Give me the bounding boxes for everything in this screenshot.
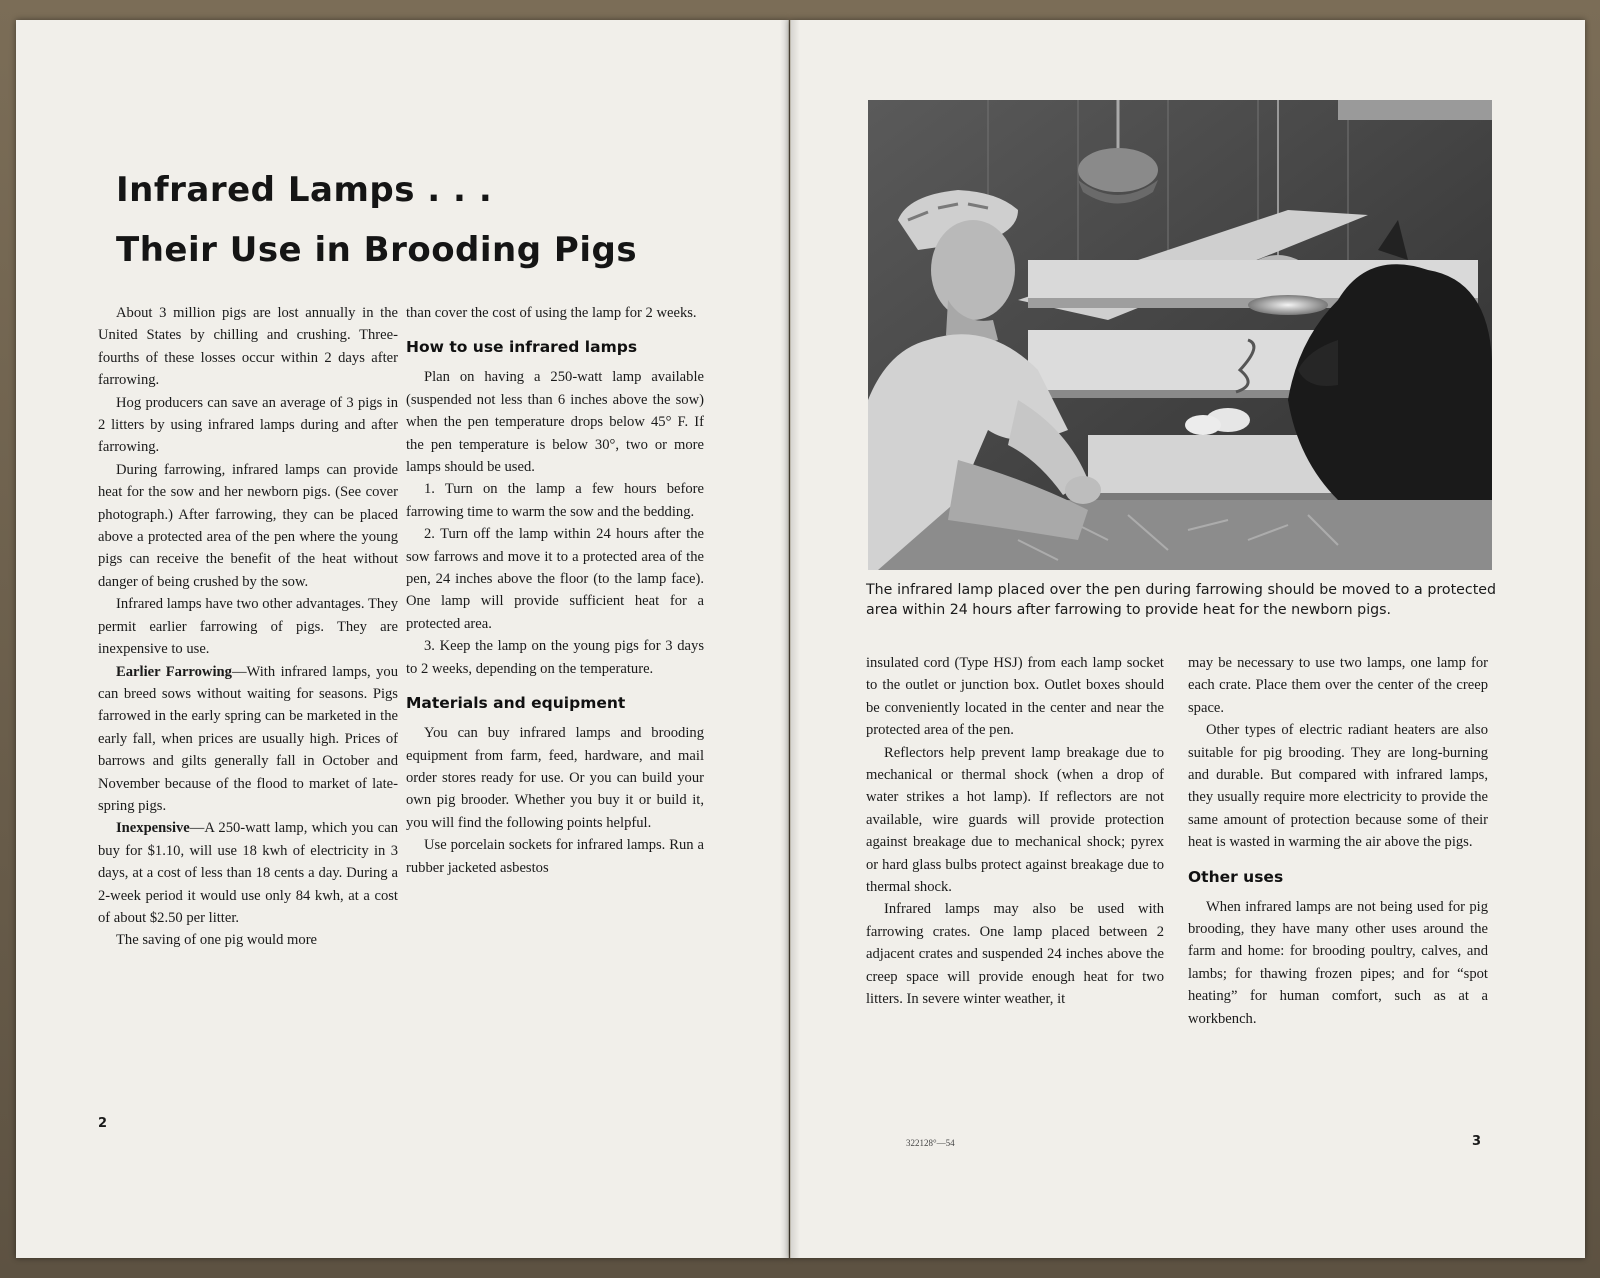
steps-list: [406, 478, 704, 680]
paragraph: Other types of electric radiant heaters are also suitable for pig brooding. They are long-burning and durable. But compared with infrared lamps, they usually require more electricity to provide the same amount of protection because some of their heat is wasted in warming the air above the pigs.: [1188, 722, 1488, 851]
paragraph: During farrowing, infrared lamps can provide heat for the sow and her newborn pigs. (See cover photograph.) After farrowing, they can be placed above a protected area of the pen where the young pigs can receive the benefit of the heat without danger of being crushed by the sow.: [98, 461, 398, 590]
left-column-1: [98, 302, 398, 952]
title-line-2: Their Use in Brooding Pigs: [116, 230, 638, 270]
runin-heading: Inexpensive: [116, 820, 190, 837]
heading-materials: Materials and equipment: [406, 694, 626, 713]
right-column-2: [1188, 652, 1488, 1030]
paragraph: You can buy infrared lamps and brooding equipment from farm, feed, hardware, and mail order stores ready for use. Or you can build your own pig brooder. Whether you buy it or build it, you will find the following points helpful.: [406, 725, 704, 831]
runin-text: —A 250-watt lamp, which you can buy for $1.10, will use 18 kwh of electricity in 3 days, at a cost of less than 18 cents a day. During a 2-week period it would use only 84 kwh, at a cost of about $2.50 per litter.: [98, 820, 398, 926]
title-line-1: Infrared Lamps . . .: [116, 170, 493, 210]
list-item: 1. Turn on the lamp a few hours before farrowing time to warm the sow and the bedding.: [406, 481, 704, 520]
heading-how-to-use: How to use infrared lamps: [406, 338, 638, 357]
page-number-left: 2: [98, 1116, 108, 1131]
paragraph: Reflectors help prevent lamp breakage due to mechanical or thermal shock (when a drop of water strikes a hot lamp). If reflectors are not available, wire guards will provide protection against breakage due to mechanical shock; pyrex or hard glass bulbs protect against breakage due to thermal shock.: [866, 744, 1164, 896]
paragraph: Infrared lamps have two other advantages. They permit earlier farrowing of pigs. They are inexpensive to use.: [98, 596, 398, 658]
paragraph: Plan on having a 250-watt lamp available (suspended not less than 6 inches above the sow) when the pen temperature drops below 45° F. If the pen temperature is below 30°, two or more lamps should be used.: [406, 369, 704, 476]
paragraph: About 3 million pigs are lost annually in the United States by chilling and crushing. Three-fourths of these losses occur within 2 days after farrowing.: [98, 305, 398, 389]
list-item: 2. Turn off the lamp within 24 hours after the sow farrows and move it to a protected area of the pen, 24 inches above the floor (to the lamp face). One lamp will provide sufficient heat for a protected area.: [406, 526, 704, 632]
left-column-2: [406, 302, 704, 879]
list-item: 3. Keep the lamp on the young pigs for 3 days to 2 weeks, depending on the temperature.: [406, 638, 704, 677]
paragraph: When infrared lamps are not being used for pig brooding, they have many other uses around the farm and home: for brooding poultry, calves, and lambs; for thawing frozen pipes; and for “spot heating” for human comfort, such as at a workbench.: [1188, 898, 1488, 1027]
page-number-right: 3: [1472, 1134, 1482, 1149]
photo-caption: The infrared lamp placed over the pen during farrowing should be moved to a protected area within 24 hours after farrowing to provide heat for the newborn pigs.: [866, 582, 1496, 618]
paragraph: The saving of one pig would more: [116, 932, 318, 949]
paragraph-earlier-farrowing: [98, 661, 398, 818]
left-page: [16, 20, 789, 1258]
paragraph: Hog producers can save an average of 3 pigs in 2 litters by using infrared lamps during and after farrowing.: [98, 394, 398, 456]
heading-other-uses: Other uses: [1188, 867, 1284, 886]
paragraph: insulated cord (Type HSJ) from each lamp socket to the outlet or junction box. Outlet boxes should be conveniently located in the center and near the protected area of the pen.: [866, 655, 1164, 739]
photo-illustration: [868, 100, 1492, 570]
farrowing-pen-photo: [868, 100, 1492, 570]
paragraph: Infrared lamps may also be used with farrowing crates. One lamp placed between 2 adjacent crates and suspended 24 inches above the creep space will provide enough heat for two litters. In severe winter weather, it: [866, 901, 1164, 1008]
page-title: [116, 160, 637, 280]
print-code: 322128°—54: [906, 1138, 955, 1148]
paragraph-inexpensive: [98, 817, 398, 929]
runin-text: —With infrared lamps, you can breed sows without waiting for seasons. Pigs farrowed in the early spring can be marketed in the early fall, when prices are usually high. Prices of barrows and gilts generally fall in October and November because of the flood to market of late-spring pigs.: [98, 663, 399, 814]
paragraph: than cover the cost of using the lamp for 2 weeks.: [406, 305, 697, 321]
right-column-1: [866, 652, 1164, 1011]
runin-heading: Earlier Farrowing: [116, 663, 232, 680]
paragraph: Use porcelain sockets for infrared lamps. Run a rubber jacketed asbestos: [406, 837, 704, 876]
paragraph: may be necessary to use two lamps, one lamp for each crate. Place them over the center of the creep space.: [1188, 655, 1488, 716]
